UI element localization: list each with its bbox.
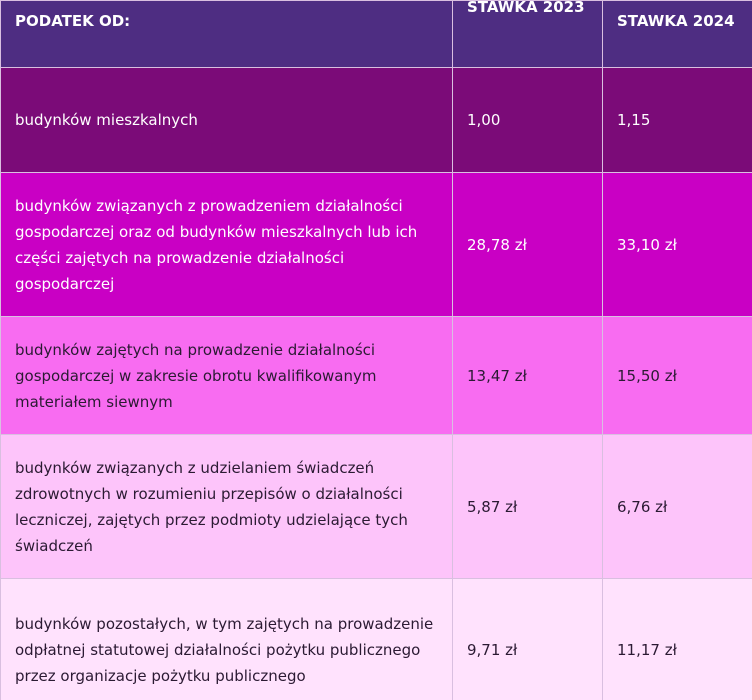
table-row bbox=[1, 317, 752, 435]
header-rate-2023 bbox=[453, 1, 603, 68]
row-label: budynków mieszkalnych bbox=[1, 68, 453, 173]
table-row bbox=[1, 435, 752, 579]
table-row bbox=[1, 579, 752, 700]
row-label: budynków zajętych na prowadzenie działalności gospodarczej w zakresie obrotu kwalifikowanym materiałem siewnym bbox=[1, 317, 453, 435]
row-label: budynków związanych z udzielaniem świadczeń zdrowotnych w rozumieniu przepisów o działalności leczniczej, zajętych przez podmioty udzielające tych świadczeń bbox=[1, 435, 453, 579]
table-header-row bbox=[1, 1, 752, 68]
header-rate-2024: STAWKA 2024 bbox=[603, 1, 752, 68]
row-rate-2023: 1,00 bbox=[453, 68, 603, 173]
row-rate-2024: 11,17 zł bbox=[603, 579, 752, 700]
row-rate-2024: 1,15 bbox=[603, 68, 752, 173]
row-rate-2023: 28,78 zł bbox=[453, 173, 603, 317]
row-rate-2023: 9,71 zł bbox=[453, 579, 603, 700]
row-label: budynków związanych z prowadzeniem działalności gospodarczej oraz od budynków mieszkalnych lub ich części zajętych na prowadzenie działalności gospodarczej bbox=[1, 173, 453, 317]
header-tax-subject: PODATEK OD: bbox=[1, 1, 453, 68]
header-rate-2023-label: STAWKA 2023 bbox=[467, 0, 585, 16]
row-rate-2024: 15,50 zł bbox=[603, 317, 752, 435]
table-row bbox=[1, 68, 752, 173]
table-row bbox=[1, 173, 752, 317]
row-label: budynków pozostałych, w tym zajętych na prowadzenie odpłatnej statutowej działalności pożytku publicznego przez organizacje pożytku publicznego bbox=[1, 579, 453, 700]
row-rate-2024: 6,76 zł bbox=[603, 435, 752, 579]
row-rate-2023: 13,47 zł bbox=[453, 317, 603, 435]
row-rate-2024: 33,10 zł bbox=[603, 173, 752, 317]
row-rate-2023: 5,87 zł bbox=[453, 435, 603, 579]
